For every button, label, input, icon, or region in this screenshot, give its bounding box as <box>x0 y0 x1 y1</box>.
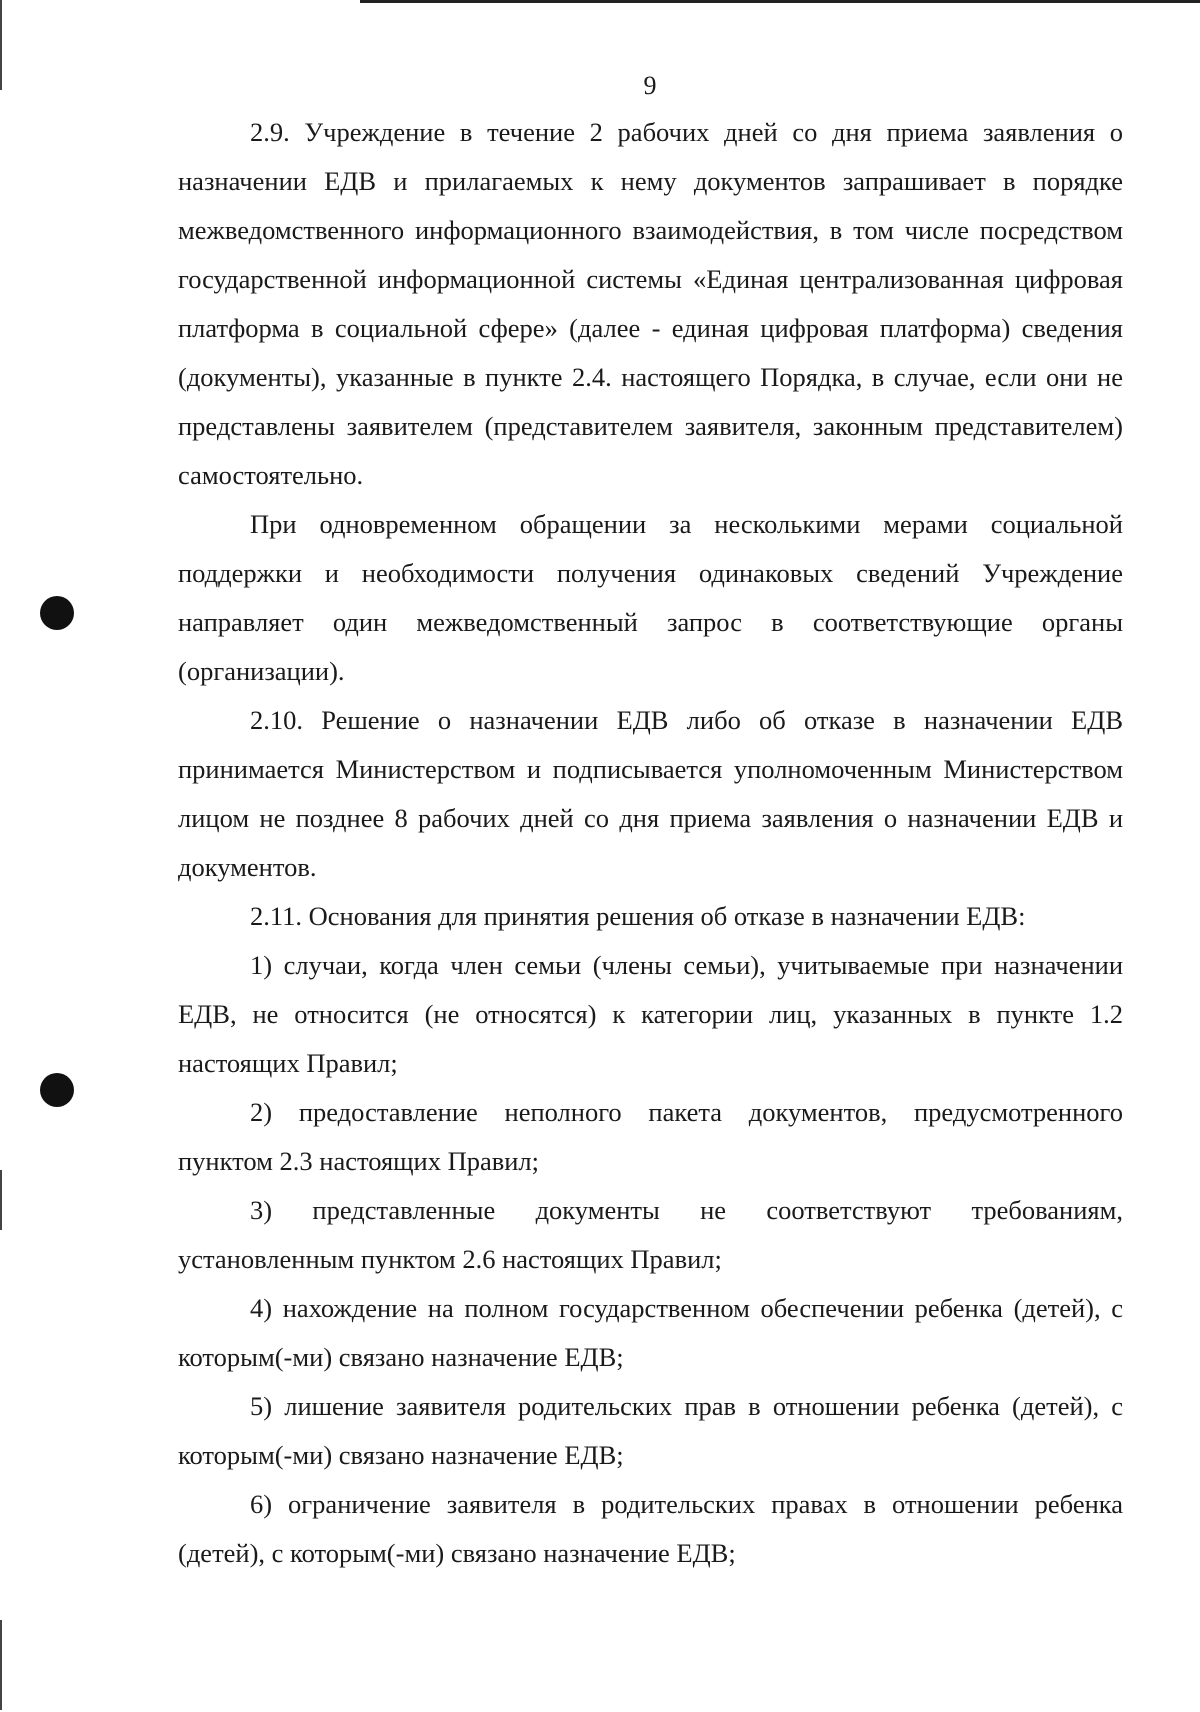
list-item-1: 1) случаи, когда член семьи (члены семьи), учитываемые при назначении ЕДВ, не относится (не относятся) к категории лиц, указанных в пункте 1.2 настоящих Правил; <box>178 950 1123 1078</box>
scan-left-edge <box>0 1620 2 1710</box>
scan-left-edge <box>0 1170 2 1230</box>
punch-hole-mark <box>40 596 74 630</box>
list-item-3: 3) представленные документы не соответствуют требованиям, установленным пунктом 2.6 настоящих Правил; <box>178 1195 1123 1274</box>
document-body <box>178 108 1123 1578</box>
paragraph-2-11: 2.11. Основания для принятия решения об отказе в назначении ЕДВ: <box>250 901 1026 931</box>
paragraph-2-9: 2.9. Учреждение в течение 2 рабочих дней со дня приема заявления о назначении ЕДВ и прилагаемых к нему документов запрашивает в порядке межведомственного информационного взаимодействия, в том числе посредством государственной информационной системы «Единая централизованная цифровая платформа в социальной сфере» (далее - единая цифровая платформа) сведения (документы), указанные в пункте 2.4. настоящего Порядка, в случае, если они не представлены заявителем (представителем заявителя, законным представителем) самостоятельно. <box>178 117 1123 490</box>
list-item-5: 5) лишение заявителя родительских прав в отношении ребенка (детей), с которым(-ми) связано назначение ЕДВ; <box>178 1391 1123 1470</box>
list-item-4: 4) нахождение на полном государственном обеспечении ребенка (детей), с которым(-ми) связано назначение ЕДВ; <box>178 1293 1123 1372</box>
paragraph-simultaneous-request: При одновременном обращении за несколькими мерами социальной поддержки и необходимости получения одинаковых сведений Учреждение направляет один межведомственный запрос в соответствующие органы (организации). <box>178 509 1123 686</box>
page-number: 9 <box>643 71 657 100</box>
list-item-2: 2) предоставление неполного пакета документов, предусмотренного пунктом 2.3 настоящих Правил; <box>178 1097 1123 1176</box>
scan-top-border <box>360 0 1200 3</box>
paragraph-2-10: 2.10. Решение о назначении ЕДВ либо об отказе в назначении ЕДВ принимается Министерством и подписывается уполномоченным Министерством лицом не позднее 8 рабочих дней со дня приема заявления о назначении ЕДВ и документов. <box>178 705 1123 882</box>
punch-hole-mark <box>40 1073 74 1107</box>
list-item-6: 6) ограничение заявителя в родительских правах в отношении ребенка (детей), с которым(-ми) связано назначение ЕДВ; <box>178 1489 1123 1568</box>
